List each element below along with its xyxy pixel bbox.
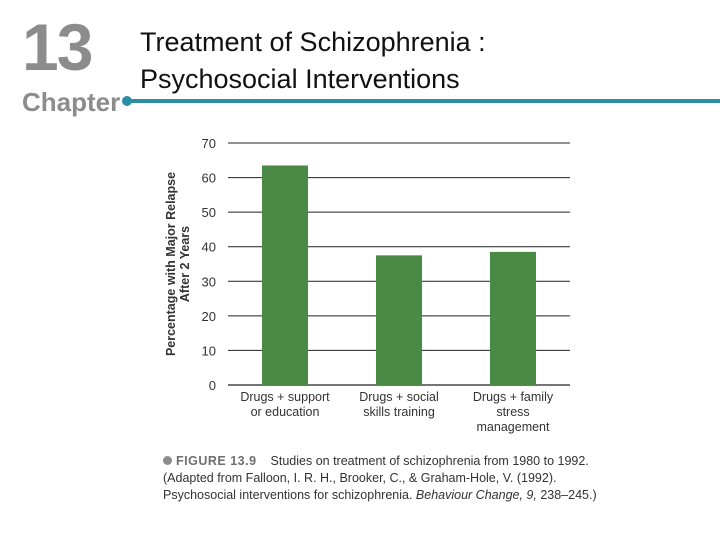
y-tick-label: 60 bbox=[201, 170, 216, 186]
y-tick-label: 70 bbox=[201, 136, 216, 151]
bar bbox=[490, 252, 536, 385]
y-tick-label: 50 bbox=[201, 205, 216, 221]
caption-journal: Behaviour Change, 9, bbox=[415, 488, 537, 502]
x-category-label: or education bbox=[250, 405, 320, 419]
x-category-label: stress bbox=[496, 405, 530, 419]
x-category-label: skills training bbox=[363, 405, 435, 419]
y-tick-label: 40 bbox=[201, 239, 216, 255]
figure-caption bbox=[163, 453, 613, 504]
chapter-number: 13 bbox=[22, 10, 92, 84]
caption-pages: 238–245.) bbox=[540, 488, 597, 502]
y-tick-label: 30 bbox=[201, 274, 216, 290]
bar bbox=[376, 255, 422, 385]
figure-label: FIGURE 13.9 bbox=[176, 454, 257, 468]
bar bbox=[262, 165, 308, 385]
x-category-label: Drugs + social bbox=[359, 390, 439, 404]
slide-title-line-1: Treatment of Schizophrenia : bbox=[140, 27, 486, 57]
y-tick-label: 0 bbox=[208, 378, 216, 393]
x-category-label: Drugs + family bbox=[472, 390, 554, 404]
caption-text: Studies on treatment of schizophrenia from 1980 to 1992. (Adapted from Falloon, I. R. H., Brooker, C., & Graham-Hole, V. (1992). Psychosocial interventions for schizophrenia. bbox=[163, 454, 589, 502]
chapter-label: Chapter bbox=[22, 87, 121, 117]
y-axis-label: Percentage with Major Relapse bbox=[164, 171, 178, 357]
x-category-label: Drugs + support bbox=[240, 390, 330, 404]
y-tick-label: 20 bbox=[201, 308, 216, 324]
x-category-label: management bbox=[476, 420, 550, 434]
slide-title-line-2: Psychosocial Interventions bbox=[140, 64, 460, 94]
y-tick-label: 10 bbox=[201, 343, 216, 359]
y-axis-label: After 2 Years bbox=[178, 225, 192, 303]
caption-bullet-icon bbox=[163, 456, 172, 465]
